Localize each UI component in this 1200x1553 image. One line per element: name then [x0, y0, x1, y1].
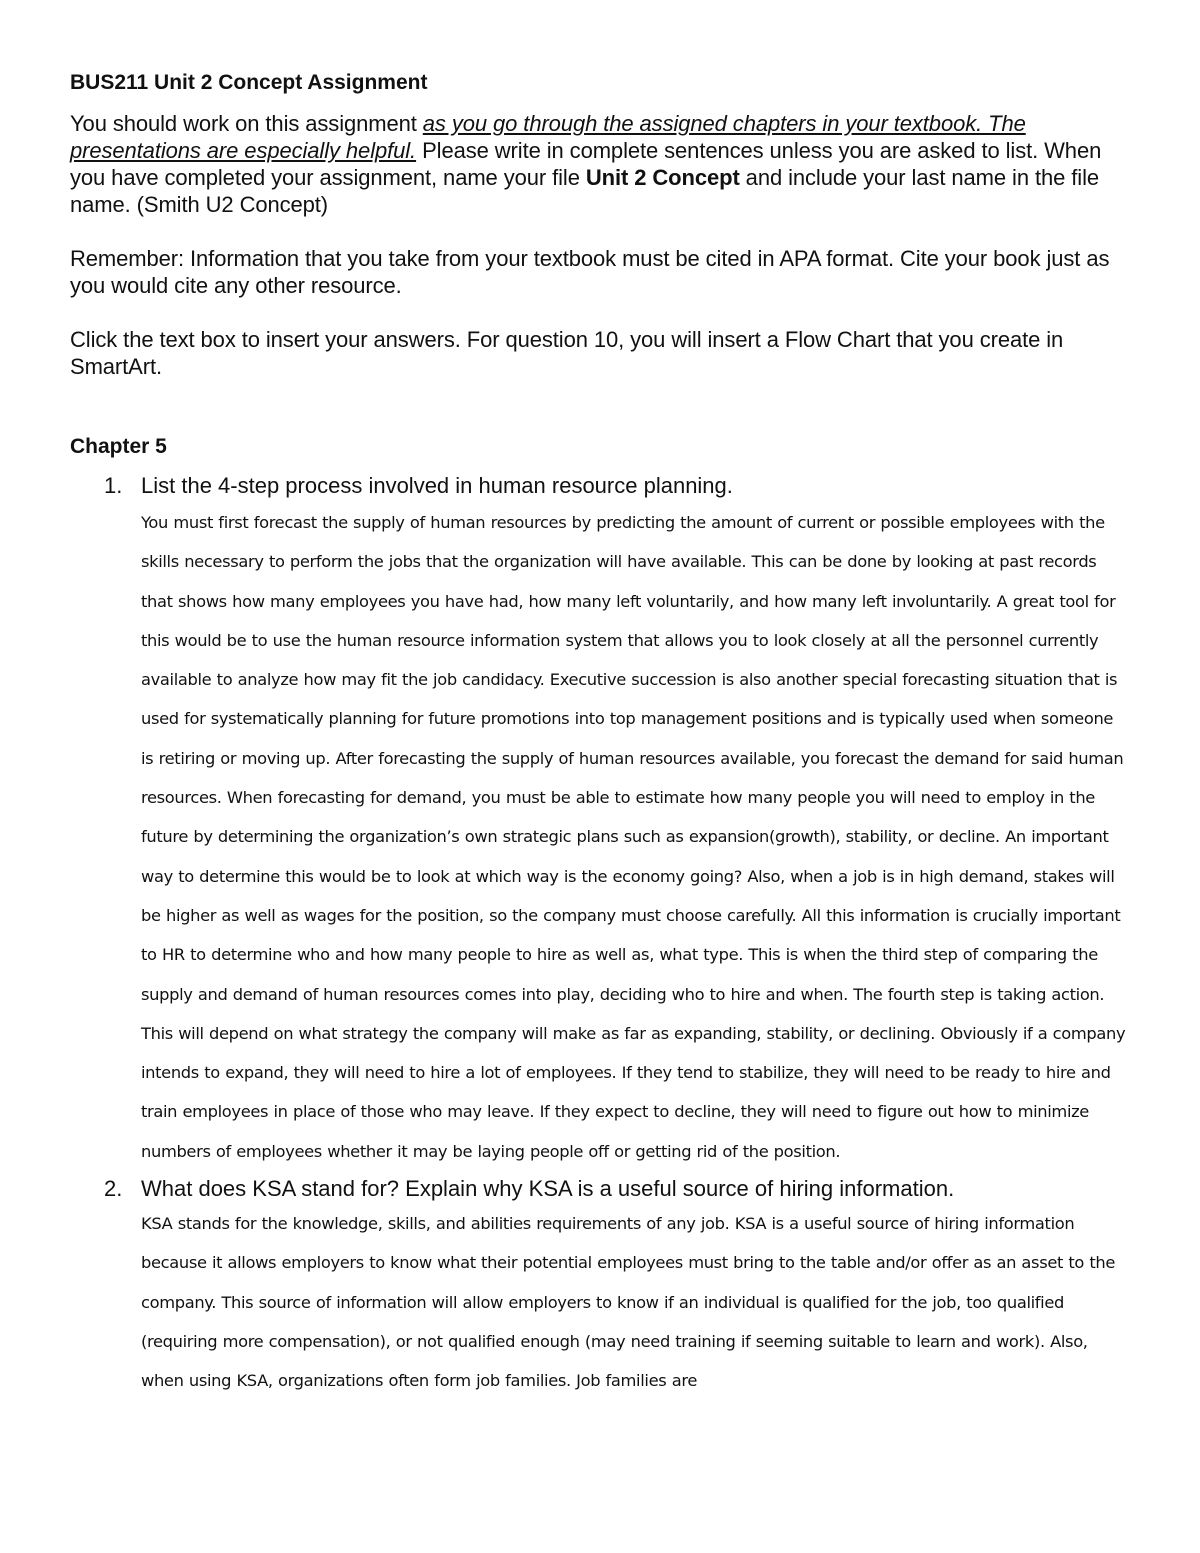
intro-file-name: Unit 2 Concept: [585, 165, 740, 190]
intro-text-end: and include your last name in the file name. (Smith U2 Concept): [70, 165, 1099, 217]
document-page: [70, 70, 1130, 1401]
intro-paragraph-3: Click the text box to insert your answers. For question 10, you will insert a Flow Chart that you create in SmartArt.: [70, 327, 1064, 379]
document-title: BUS211 Unit 2 Concept Assignment: [70, 71, 428, 94]
intro-italic-note: as you go through the assigned chapters in your textbook. The presentations are especially helpful.: [70, 111, 1026, 163]
question-text: List the 4-step process involved in human resource planning.: [141, 473, 733, 498]
answer-text-box-2[interactable]: KSA stands for the knowledge, skills, and abilities requirements of any job. KSA is a useful source of hiring information because it allows employers to know what their potential employees must bring to the table and/or offer as an asset to the company. This source of information will allow employers to know if an individual is qualified for the job, too qualified (requiring more compensation), or not qualified enough (may need training if seeming suitable to learn and work). Also, when using KSA, organizations often form job families. Job families are: [141, 1214, 1115, 1391]
answer-text-box-1[interactable]: You must first forecast the supply of human resources by predicting the amount of current or possible employees with the skills necessary to perform the jobs that the organization will have available. This can be done by looking at past records that shows how many employees you have had, how many left voluntarily, and how many left involuntarily. A great tool for this would be to use the human resource information system that allows you to look closely at all the personnel currently available to analyze how may fit the job candidacy. Executive succession is also another special forecasting situation that is used for systematically planning for future promotions into top management positions and is typically used when someone is retiring or moving up. After forecasting the supply of human resources available, you forecast the demand for said human resources. When forecasting for demand, you must be able to estimate how many people you will need to employ in the future by determining the organization’s own strategic plans such as expansion(growth), stability, or decline. An important way to determine this would be to look at which way is the economy going? Also, when a job is in high demand, stakes will be higher as well as wages for the position, so the company must choose carefully. All this information is crucially important to HR to determine who and how many people to hire as well as, what type. This is when the third step of comparing the supply and demand of human resources comes into play, deciding who to hire and when. The fourth step is taking action. This will depend on what strategy the company will make as far as expanding, stability, or declining. Obviously if a company intends to expand, they will need to hire a lot of employees. If they tend to stabilize, they will need to be ready to hire and train employees in place of those who may leave. If they expect to decline, they will need to figure out how to minimize numbers of employees whether it may be laying people off or getting rid of the position.: [141, 513, 1126, 1161]
question-number: 1.: [104, 473, 123, 498]
question-2: [70, 1175, 1130, 1202]
intro-text-mid: Please write in complete sentences unless you are asked to list. When you have completed your assignment, name your file: [70, 138, 1102, 190]
question-number: 2.: [104, 1176, 123, 1202]
intro-paragraph-1: [70, 110, 1130, 218]
intro-text-start: You should work on this assignment: [70, 111, 423, 136]
intro-paragraph-2: Remember: Information that you take from your textbook must be cited in APA format. Cite your book just as you would cite any other resource.: [70, 246, 1110, 298]
chapter-heading: Chapter 5: [70, 435, 167, 458]
question-text: What does KSA stand for? Explain why KSA is a useful source of hiring information.: [141, 1176, 955, 1202]
question-1: [70, 472, 1130, 499]
